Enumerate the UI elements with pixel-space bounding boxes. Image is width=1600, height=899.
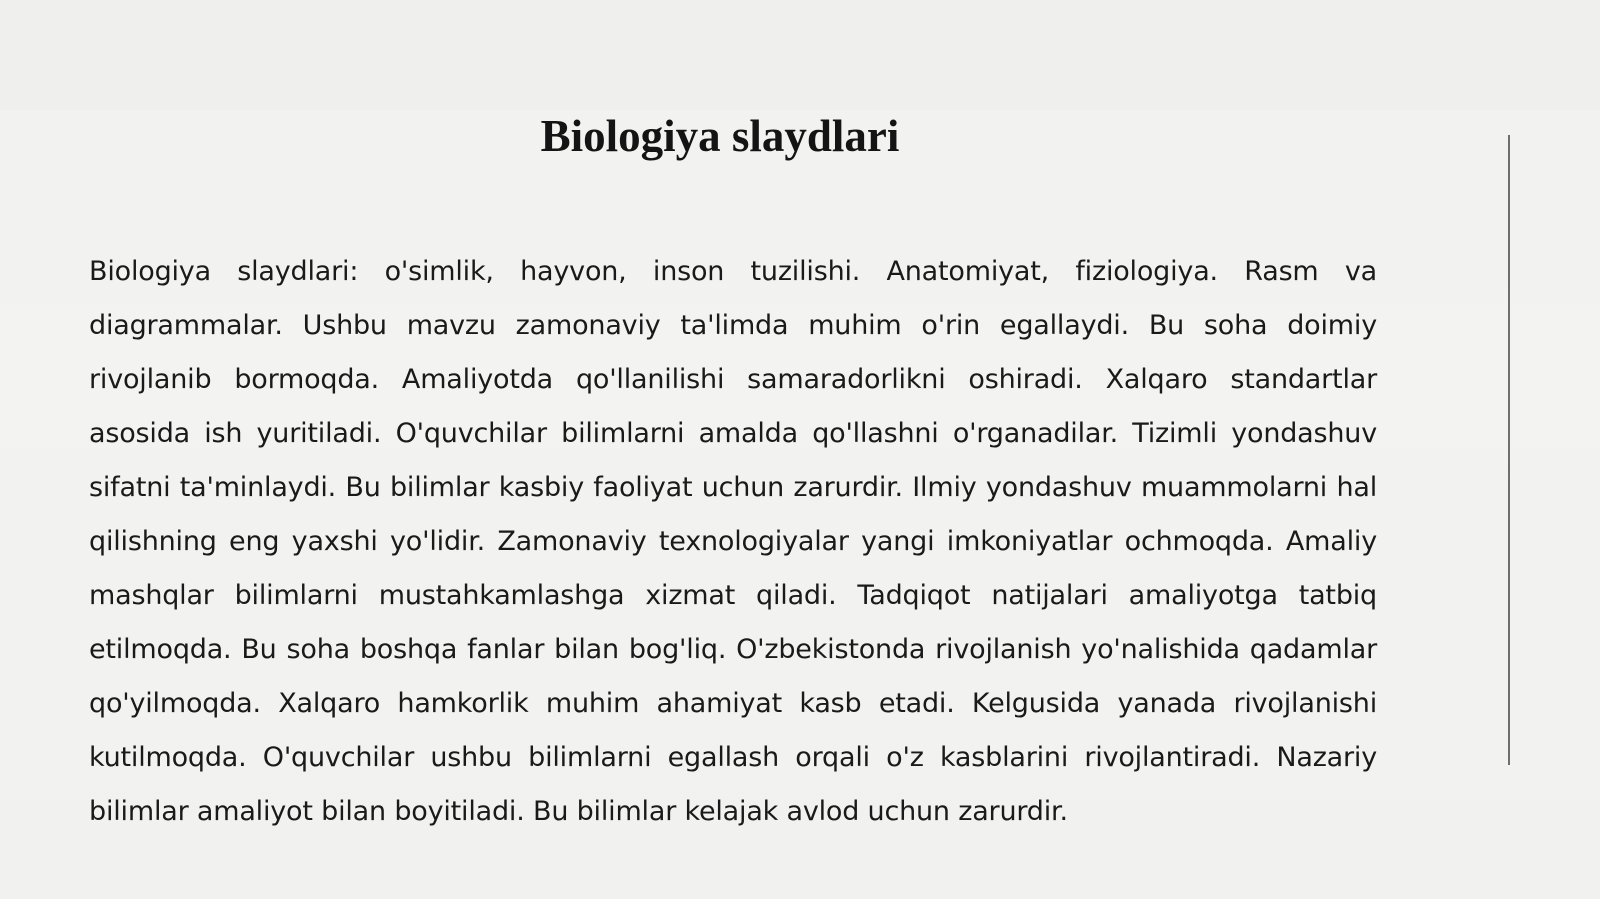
slide-top-band (0, 0, 1600, 110)
slide-title: Biologiya slaydlari (540, 111, 900, 161)
slide-body-text: Biologiya slaydlari: o'simlik, hayvon, inson tuzilishi. Anatomiyat, fiziologiya. Rasm va diagrammalar. Ushbu mavzu zamonaviy ta'limda muhim o'rin egallaydi. Bu soha doimiy rivojlanib bormoqda. Amaliyotda qo'llanilishi samaradorlikni oshiradi. Xalqaro standartlar asosida ish yuritiladi. O'quvchilar bilimlarni amalda qo'llashni o'rganadilar. Tizimli yondashuv sifatni ta'minlaydi. Bu bilimlar kasbiy faoliyat uchun zarurdir. Ilmiy yondashuv muammolarni hal qilishning eng yaxshi yo'lidir. Zamonaviy texnologiyalar yangi imkoniyatlar ochmoqda. Amaliy mashqlar bilimlarni mustahkamlashga xizmat qiladi. Tadqiqot natijalari amaliyotga tatbiq etilmoqda. Bu soha boshqa fanlar bilan bog'liq. O'zbekistonda rivojlanish yo'nalishida qadamlar qo'yilmoqda. Xalqaro hamkorlik muhim ahamiyat kasb etadi. Kelgusida yanada rivojlanishi kutilmoqda. O'quvchilar ushbu bilimlarni egallash orqali o'z kasblarini rivojlantiradi. Nazariy bilimlar amaliyot bilan boyitiladi. Bu bilimlar kelajak avlod uchun zarurdir. (89, 256, 1377, 827)
vertical-divider (1508, 135, 1510, 765)
